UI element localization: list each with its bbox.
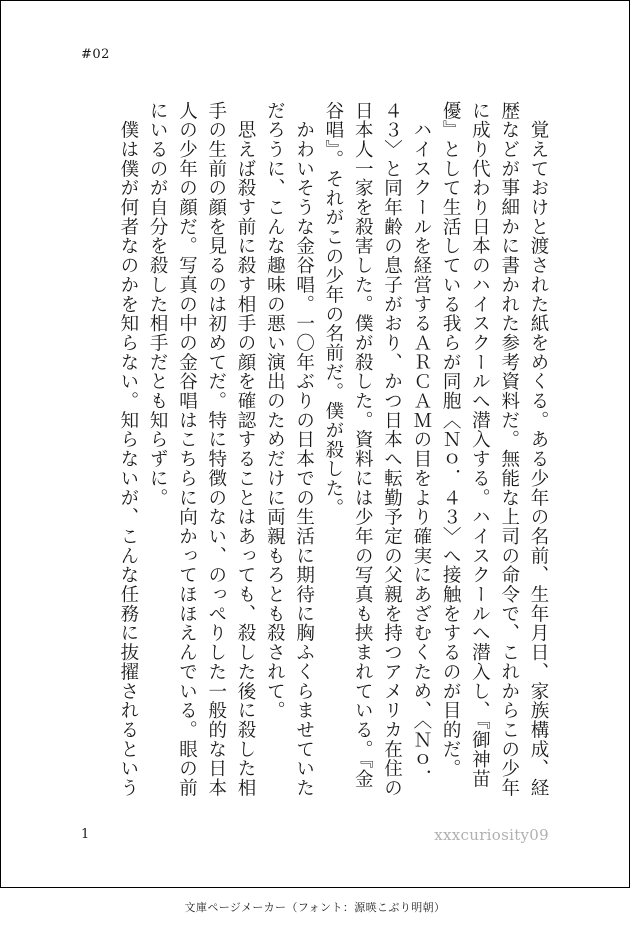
paragraph: 僕は僕が何者なのかを知らない。知らないが、こんな任務に抜擢されるという (117, 101, 139, 798)
chapter-heading: #02 (81, 47, 110, 62)
page-number: 1 (81, 827, 90, 842)
author-watermark: xxxcuriosity09 (434, 826, 549, 844)
footer-credit: 文庫ページメーカー（フォント：源暎こぶり明朝） (184, 901, 446, 914)
paragraph: ハイスクールを経営するＡＲＣＡＭの目をより確実にあざむくため、〈Ｎｏ．４３〉と同年齢の息子がおり、かつ日本へ転勤予定の父親を持つアメリカ在住の日本人一家を殺害した。僕が殺した。資料には少年の写真も挟まれている。『金谷唱』。それがこの少年の名前だ。僕が殺した。 (322, 101, 432, 798)
paragraph: 覚えておけと渡された紙をめくる。ある少年の名前、生年月日、家族構成、経歴などが事細かに書かれた参考資料だ。無能な上司の命令で、これからこの少年に成り代わり日本のハイスクールへ潜入する。ハイスクールへ潜入し、『御神苗優』として生活している我らが同胞〈Ｎｏ．４３〉へ接触をするのが目的だ。 (440, 101, 549, 798)
paragraph: 思えば殺す前に殺す相手の顔を確認することはあっても、殺した後に殺した相手の生前の顔を見るのは初めてだ。特に特徴のない、のっぺりした一般的な日本人の少年の顔だ。写真の中の金谷唱はこちらに向かってほほえんでいる。眼の前にいるのが自分を殺した相手だとも知らずに。 (147, 101, 257, 798)
paragraph: かわいそうな金谷唱。一〇年ぶりの日本での生活に期待に胸ふくらませていただろうに、こんな趣味の悪い演出のためだけに両親もろとも殺されて。 (264, 101, 315, 798)
vertical-text-body (114, 101, 553, 801)
